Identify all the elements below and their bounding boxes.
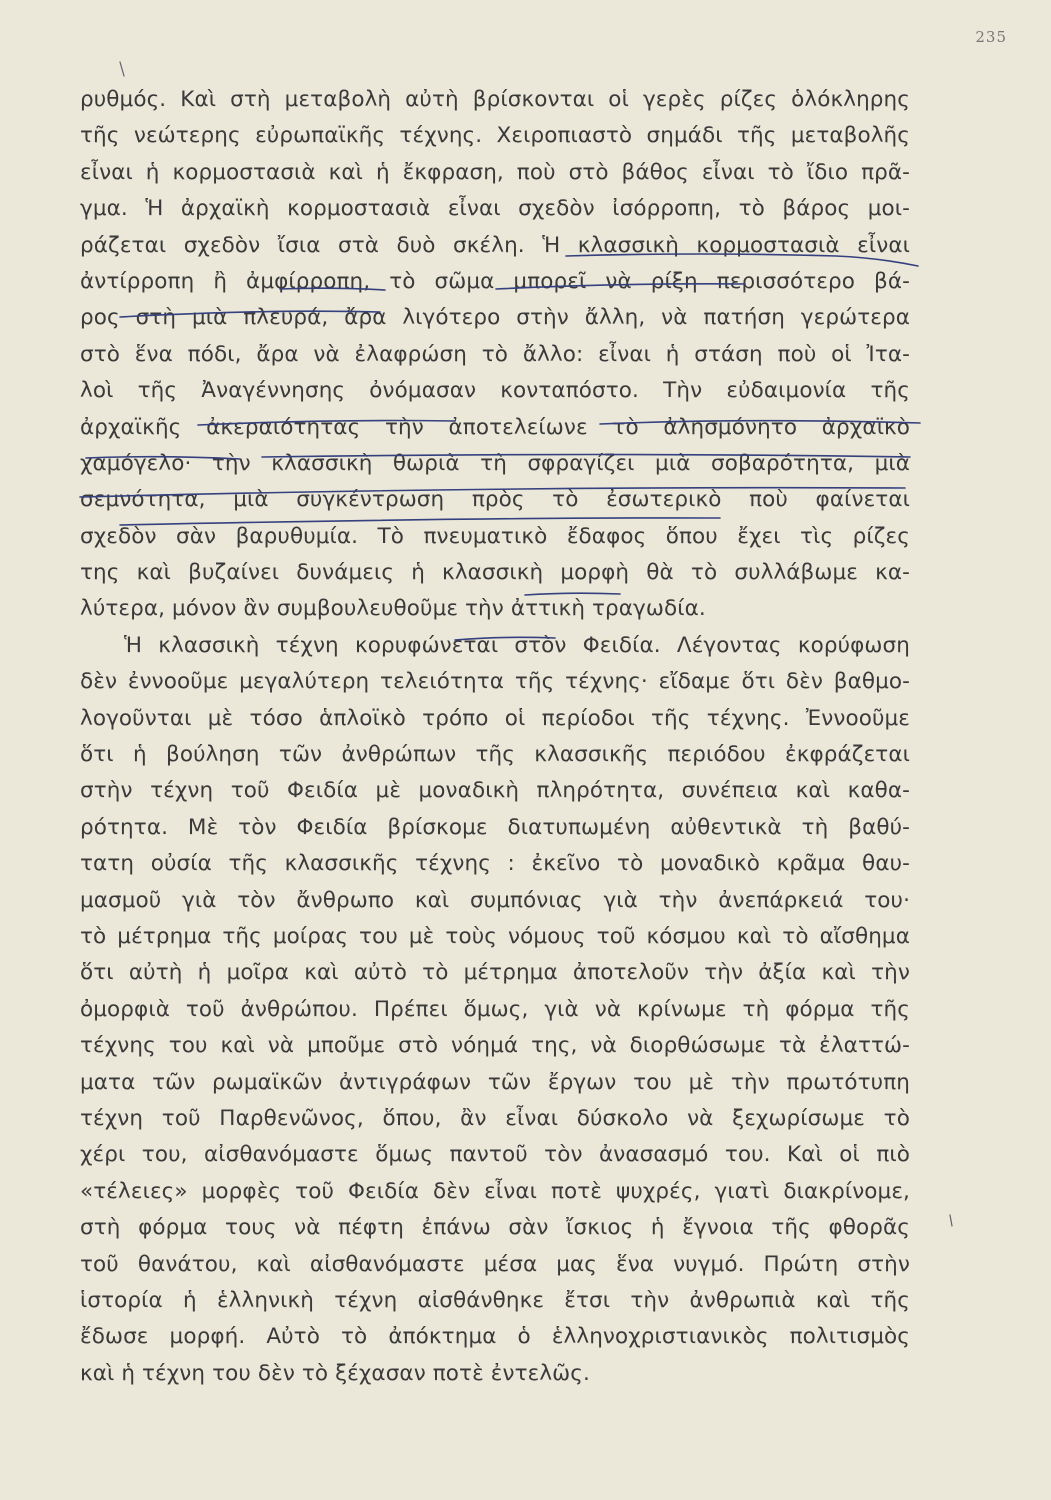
text-line: σχεδὸν σὰν βαρυθυμία. Τὸ πνευματικὸ ἔδαφος ὅπου ἔχει τὶς ρίζες: [80, 523, 910, 549]
text-line: εἶναι ἡ κορμοστασιὰ καὶ ἡ ἔκφραση, ποὺ στὸ βάθος εἶναι τὸ ἴδιο πρᾶ-: [80, 159, 910, 185]
text-line: της καὶ βυζαίνει δυνάμεις ἡ κλασσικὴ μορφὴ θὰ τὸ συλλάβωμε κα-: [80, 560, 910, 586]
text-line: λοὶ τῆς Ἀναγέννησης ὀνόμασαν κονταπόστο. Τὴν εὐδαιμονία τῆς: [80, 378, 910, 404]
paragraph-1: [80, 82, 910, 628]
text-line: ἀρχαϊκῆς ἀκεραιότητας τὴν ἀποτελείωνε τὸ ἀλησμόνητο ἀρχαϊκὸ: [80, 414, 910, 440]
text-line: σεμνότητα, μιὰ συγκέντρωση πρὸς τὸ ἐσωτερικὸ ποὺ φαίνεται: [80, 487, 910, 513]
text-line: ὅτι ἡ βούληση τῶν ἀνθρώπων τῆς κλασσικῆς περιόδου ἐκφράζεται: [80, 742, 910, 768]
text-line: στὴ φόρμα τους νὰ πέφτη ἐπάνω σὰν ἴσκιος ἡ ἔγνοια τῆς φθορᾶς: [80, 1215, 910, 1241]
text-line: λογοῦνται μὲ τόσο ἁπλοϊκὸ τρόπο οἱ περίοδοι τῆς τέχνης. Ἐννοοῦμε: [80, 705, 910, 731]
text-line: στὸ ἕνα πόδι, ἄρα νὰ ἐλαφρώση τὸ ἄλλο: εἶναι ἡ στάση ποὺ οἱ Ἰτα-: [80, 341, 910, 367]
text-line: ματα τῶν ρωμαϊκῶν ἀντιγράφων τῶν ἔργων του μὲ τὴν πρωτότυπη: [80, 1069, 910, 1095]
text-line: ἀντίρροπη ἢ ἀμφίρροπη, τὸ σῶμα μπορεῖ νὰ ρίξη περισσότερο βά-: [80, 268, 910, 294]
text-line: χέρι του, αἰσθανόμαστε ὅμως παντοῦ τὸν ἀνασασμό του. Καὶ οἱ πιὸ: [80, 1142, 910, 1168]
text-line: τατη οὐσία τῆς κλασσικῆς τέχνης : ἐκεῖνο τὸ μοναδικὸ κρᾶμα θαυ-: [80, 851, 910, 877]
text-line: δὲν ἐννοοῦμε μεγαλύτερη τελειότητα τῆς τέχνης· εἴδαμε ὅτι δὲν βαθμο-: [80, 669, 910, 695]
text-line: στὴν τέχνη τοῦ Φειδία μὲ μοναδικὴ πληρότητα, συνέπεια καὶ καθα-: [80, 778, 910, 804]
text-line: μασμοῦ γιὰ τὸν ἄνθρωπο καὶ συμπόνιας γιὰ τὴν ἀνεπάρκειά του·: [80, 887, 910, 913]
text-line: χαμόγελο· τὴν κλασσικὴ θωριὰ τὴ σφραγίζει μιὰ σοβαρότητα, μιὰ: [80, 450, 910, 476]
paragraph-2: [80, 628, 910, 1392]
text-line: «τέλειες» μορφὲς τοῦ Φειδία δὲν εἶναι ποτὲ ψυχρές, γιατὶ διακρίνομε,: [80, 1178, 910, 1204]
text-line: λύτερα, μόνον ἂν συμβουλευθοῦμε τὴν ἀττικὴ τραγωδία.: [80, 596, 706, 622]
text-line: τὸ μέτρημα τῆς μοίρας του μὲ τοὺς νόμους τοῦ κόσμου καὶ τὸ αἴσθημα: [80, 923, 910, 949]
text-line: ρος στὴ μιὰ πλευρά, ἄρα λιγότερο στὴν ἄλλη, νὰ πατήση γερώτερα: [80, 305, 910, 331]
text-line: τῆς νεώτερης εὐρωπαϊκῆς τέχνης. Χειροπιαστὸ σημάδι τῆς μεταβολῆς: [80, 123, 910, 149]
text-line: Ἡ κλασσικὴ τέχνη κορυφώνεται στὸν Φειδία. Λέγοντας κορύφωση: [124, 632, 910, 658]
page-number: 235: [975, 28, 1007, 46]
text-line: ρυθμός. Καὶ στὴ μεταβολὴ αὐτὴ βρίσκονται οἱ γερὲς ρίζες ὁλόκληρης: [80, 87, 910, 112]
text-line: ἱστορία ἡ ἑλληνικὴ τέχνη αἰσθάνθηκε ἔτσι τὴν ἀνθρωπιὰ καὶ τῆς: [80, 1287, 910, 1313]
pencil-tick: [120, 62, 124, 76]
text-line: ἔδωσε μορφή. Αὐτὸ τὸ ἀπόκτημα ὁ ἑλληνοχριστιανικὸς πολιτισμὸς: [80, 1324, 910, 1350]
text-line: ὀμορφιὰ τοῦ ἀνθρώπου. Πρέπει ὅμως, γιὰ νὰ κρίνωμε τὴ φόρμα τῆς: [80, 996, 910, 1022]
text-line: τέχνη τοῦ Παρθενῶνος, ὅπου, ἂν εἶναι δύσκολο νὰ ξεχωρίσωμε τὸ: [80, 1105, 910, 1131]
text-line: καὶ ἡ τέχνη του δὲν τὸ ξέχασαν ποτὲ ἐντελῶς.: [80, 1360, 590, 1386]
text-line: τοῦ θανάτου, καὶ αἰσθανόμαστε μέσα μας ἕνα νυγμό. Πρώτη στὴν: [80, 1251, 910, 1277]
text-line: ὅτι αὐτὴ ἡ μοῖρα καὶ αὐτὸ τὸ μέτρημα ἀποτελοῦν τὴν ἀξία καὶ τὴν: [80, 960, 910, 986]
text-line: ράζεται σχεδὸν ἴσια στὰ δυὸ σκέλη. Ἡ κλασσικὴ κορμοστασιὰ εἶναι: [80, 232, 910, 258]
text-line: τέχνης του καὶ νὰ μποῦμε στὸ νόημά της, νὰ διορθώσωμε τὰ ἐλαττώ-: [80, 1033, 910, 1059]
text-block: [80, 82, 910, 1392]
pencil-tick: [950, 1215, 952, 1226]
text-line: ρότητα. Μὲ τὸν Φειδία βρίσκομε διατυπωμένη αὐθεντικὰ τὴ βαθύ-: [80, 814, 910, 840]
text-line: γμα. Ἡ ἀρχαϊκὴ κορμοστασιὰ εἶναι σχεδὸν ἰσόρροπη, τὸ βάρος μοι-: [80, 196, 910, 222]
